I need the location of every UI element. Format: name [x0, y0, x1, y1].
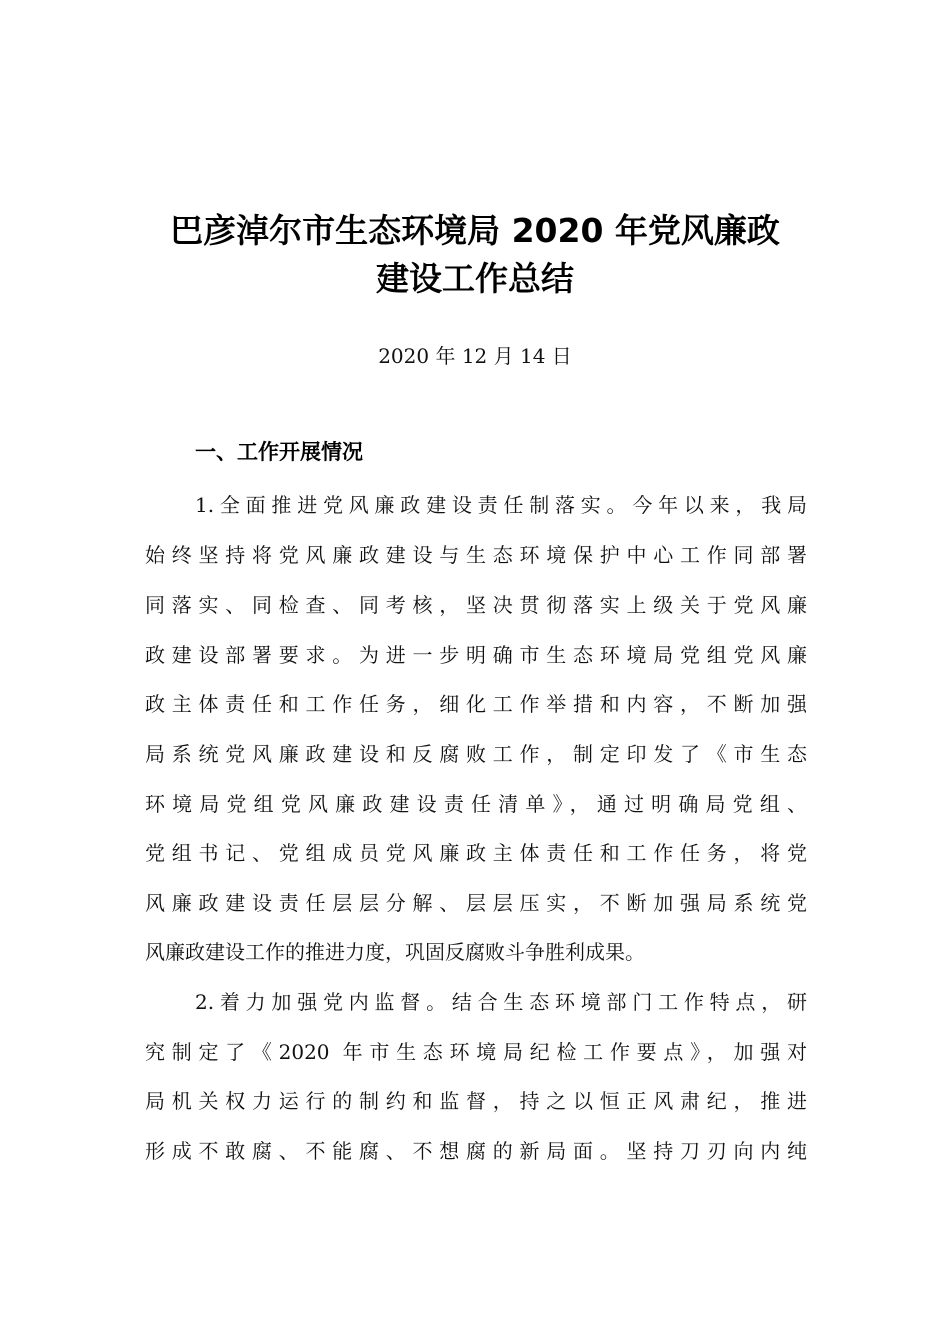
paragraph-line: 风廉政建设责任层层分解、层层压实，不断加强局系统党 — [145, 891, 807, 915]
document-date: 2020 年 12 月 14 日 — [378, 344, 572, 368]
section-heading: 一、工作开展情况 — [195, 440, 363, 464]
paragraph-line: 始终坚持将党风廉政建设与生态环境保护中心工作同部署 — [145, 543, 807, 567]
paragraph-line: 局系统党风廉政建设和反腐败工作，制定印发了《市生态 — [145, 742, 807, 766]
paragraph-line: 政建设部署要求。为进一步明确市生态环境局党组党风廉 — [145, 643, 807, 667]
paragraph-line: 2.着力加强党内监督。结合生态环境部门工作特点，研 — [195, 990, 807, 1014]
paragraph-line: 局机关权力运行的制约和监督，持之以恒正风肃纪，推进 — [145, 1089, 807, 1113]
document-title-line-1: 巴彦淖尔市生态环境局 2020 年党风廉政 — [170, 211, 780, 250]
paragraph-line: 环境局党组党风廉政建设责任清单》，通过明确局党组、 — [145, 792, 807, 816]
paragraph-line: 风廉政建设工作的推进力度，巩固反腐败斗争胜利成果。 — [145, 940, 645, 964]
paragraph-line: 政主体责任和工作任务，细化工作举措和内容，不断加强 — [145, 692, 807, 716]
paragraph-line: 究制定了《2020 年市生态环境局纪检工作要点》，加强对 — [145, 1040, 807, 1064]
paragraph-line: 同落实、同检查、同考核，坚决贯彻落实上级关于党风廉 — [145, 593, 807, 617]
document-title-line-2: 建设工作总结 — [376, 259, 574, 298]
paragraph-line: 形成不敢腐、不能腐、不想腐的新局面。坚持刀刃向内纯 — [145, 1139, 807, 1163]
paragraph-line: 党组书记、党组成员党风廉政主体责任和工作任务，将党 — [145, 841, 807, 865]
paragraph-line: 1.全面推进党风廉政建设责任制落实。今年以来，我局 — [195, 493, 807, 517]
